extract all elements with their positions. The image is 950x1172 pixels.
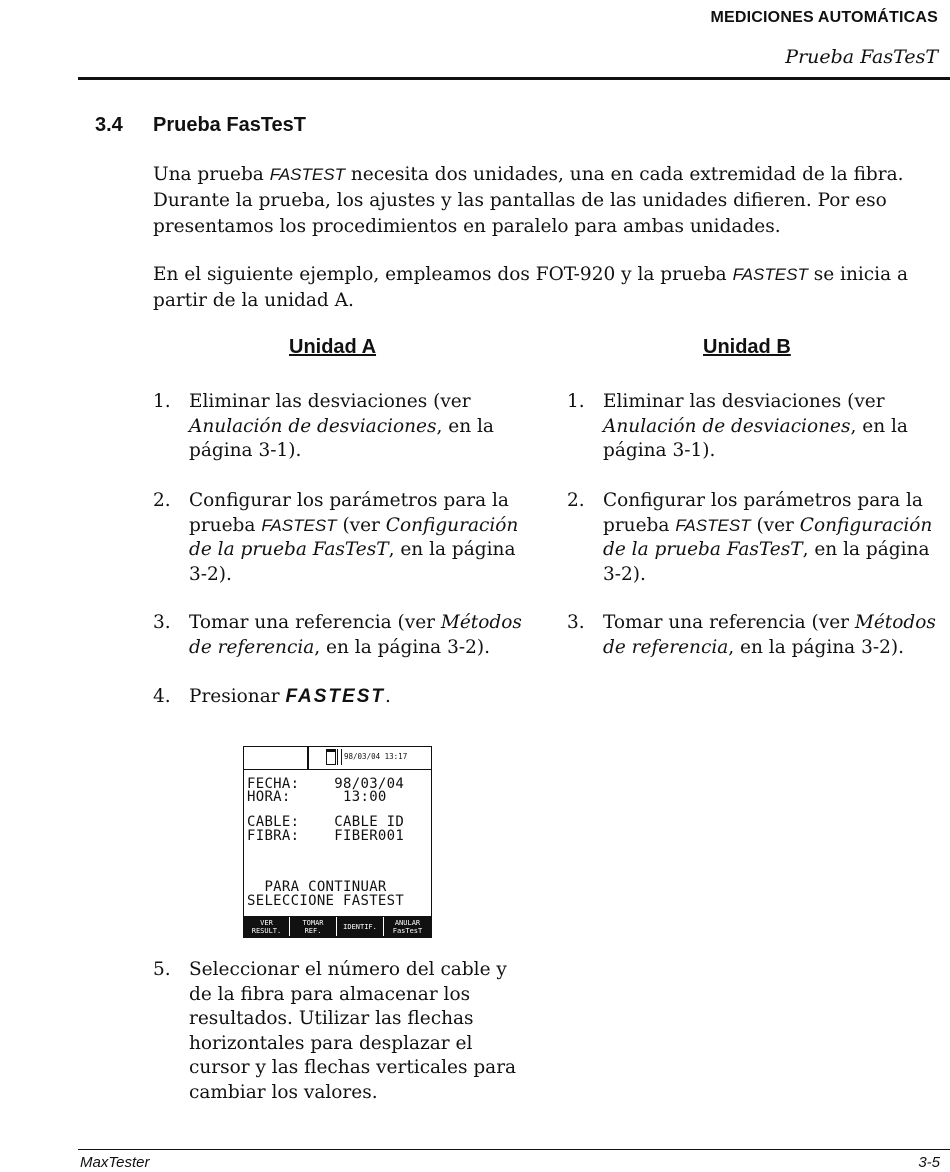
- header-rule: [78, 77, 950, 80]
- section-title: Prueba FasTesT: [153, 114, 307, 136]
- softkey-ver-result[interactable]: VER RESULT.: [244, 917, 290, 936]
- footer-product: MaxTester: [80, 1154, 150, 1171]
- device-line-select: SELECCIONE FASTEST: [247, 893, 405, 909]
- device-screen: [243, 746, 432, 938]
- unit-a-heading: Unidad A: [289, 336, 377, 358]
- device-status-bar: [244, 747, 431, 770]
- device-line-fibra: FIBRA: FIBER001: [247, 828, 405, 844]
- device-line-cable: CABLE: CABLE ID: [247, 814, 405, 830]
- intro-paragraph-1: Una prueba FASTEST necesita dos unidades, una en cada extremidad de la fibra. Durante la prueba, los ajustes y las pantallas de las unidades difieren. Por eso presentamos los procedimientos en paralelo para ambas unidades.: [153, 164, 904, 237]
- device-line-hora: HORA: 13:00: [247, 789, 387, 805]
- unit-b-heading: Unidad B: [703, 336, 791, 358]
- intro-paragraph-2: En el siguiente ejemplo, empleamos dos FOT-920 y la prueba FASTEST se inicia a partir de la unidad A.: [153, 264, 909, 311]
- battery-level-icon: [337, 749, 342, 765]
- battery-icon: [326, 749, 336, 765]
- softkey-anular-fastest[interactable]: ANULAR FasTesT: [392, 918, 423, 935]
- running-header-section: Prueba FasTesT: [785, 46, 938, 68]
- device-line-continue: PARA CONTINUAR: [247, 879, 387, 895]
- softkey-identif[interactable]: IDENTIF.: [337, 917, 384, 936]
- softkey-tomar-ref[interactable]: TOMAR REF.: [290, 917, 337, 936]
- section-number: 3.4: [95, 114, 123, 136]
- fastest-key-label: FASTEST: [285, 686, 385, 707]
- device-line-fecha: FECHA: 98/03/04: [247, 776, 405, 792]
- device-datetime: 98/03/04 13:17: [344, 752, 408, 761]
- footer-rule: [78, 1149, 950, 1150]
- device-softkey-bar: [244, 916, 431, 937]
- footer-page-number: 3-5: [918, 1154, 940, 1171]
- running-header-chapter: MEDICIONES AUTOMÁTICAS: [710, 9, 938, 26]
